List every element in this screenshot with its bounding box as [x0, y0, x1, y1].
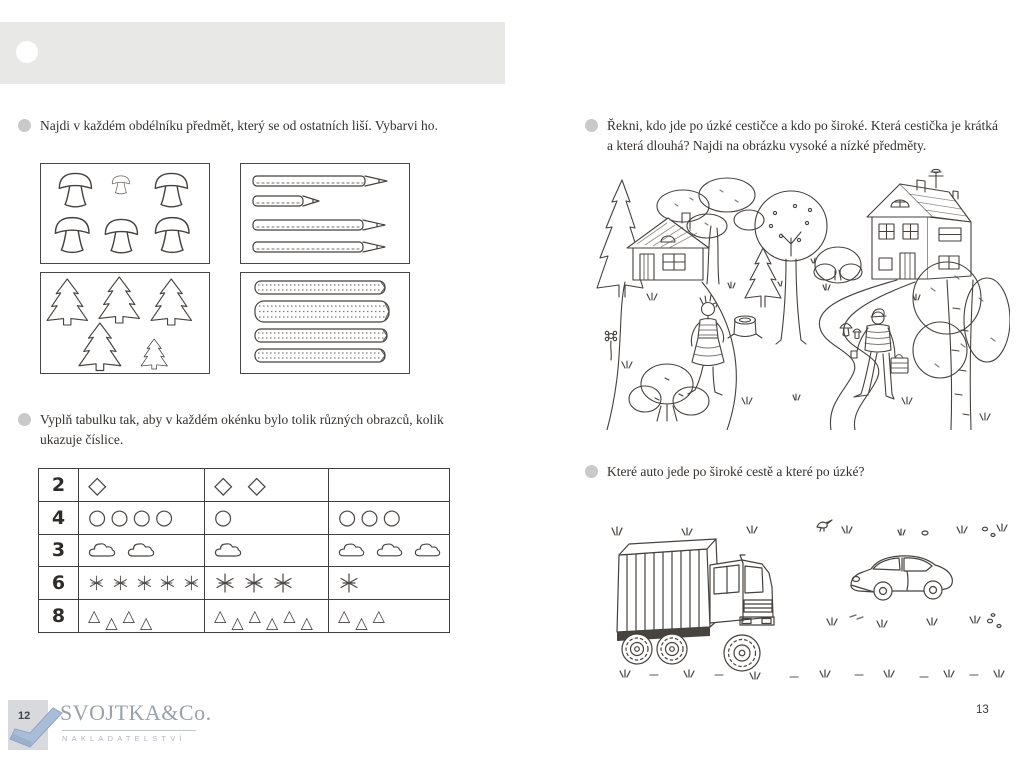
- circle-cell: [78, 502, 204, 534]
- task-bullet-icon: [585, 465, 598, 478]
- task-bullet-icon: [18, 413, 31, 426]
- count-digit: 4: [51, 506, 66, 529]
- triangle-shape: △: [214, 606, 227, 626]
- triangle-cell: [78, 600, 204, 632]
- table-row: [39, 534, 449, 567]
- cloud-shape: [338, 541, 365, 559]
- star-shape: [112, 572, 129, 594]
- cloud-shape: [214, 541, 242, 559]
- circle-shape: ○: [88, 505, 107, 530]
- village-drawing: [595, 168, 1010, 430]
- triangle-shape: △: [372, 606, 385, 626]
- mushrooms-box: [40, 163, 210, 264]
- task-fill-table-text: Vyplň tabulku tak, aby v každém okénku bylo tolik různých obrazců, kolik ukazuje číslice.: [40, 412, 444, 447]
- diamond-cell: [78, 469, 204, 501]
- triangle-shape: △: [122, 606, 135, 626]
- circle-shape: ○: [214, 505, 233, 530]
- star-cell: [204, 567, 328, 599]
- star-shape: [243, 572, 265, 594]
- diamond-shape: ◇: [88, 470, 107, 499]
- vehicles-scene: [595, 505, 1015, 685]
- star-shape: [338, 572, 360, 594]
- triangle-shape: △: [105, 613, 118, 633]
- task-find-different-text: Najdi v každém obdélníku předmět, který se od ostatních liší. Vybarvi ho.: [40, 118, 438, 133]
- task-cars: [585, 462, 1005, 482]
- table-row: [39, 501, 449, 534]
- vehicles-drawing: [595, 505, 1015, 685]
- mushrooms-drawing: [41, 164, 209, 263]
- star-shape: [136, 572, 153, 594]
- triangle-shape: △: [139, 613, 153, 633]
- cloud-shape: [88, 541, 116, 559]
- trees-drawing: [41, 273, 209, 373]
- task-bullet-icon: [585, 119, 598, 132]
- count-digit: 3: [51, 539, 66, 562]
- pencils-box: [240, 163, 410, 264]
- diamond-cell: [328, 469, 449, 501]
- diamond-shape: ◇: [247, 470, 266, 499]
- triangle-cell: [328, 600, 449, 632]
- triangle-shape: △: [338, 606, 351, 626]
- task-paths: [585, 116, 1005, 156]
- circle-cell: [204, 502, 328, 534]
- triangle-shape: △: [355, 613, 368, 633]
- task-cars-text: Které auto jede po široké cestě a které po úzké?: [607, 464, 865, 479]
- page-number-left: 12: [18, 710, 31, 722]
- sticks-box: [240, 272, 410, 374]
- pencils-drawing: [241, 164, 409, 263]
- cloud-cell: [204, 535, 328, 567]
- count-digit: 8: [51, 605, 66, 628]
- triangle-shape: △: [283, 606, 296, 626]
- star-shape: [88, 572, 105, 594]
- triangle-shape: △: [88, 606, 101, 626]
- table-row: [39, 566, 449, 599]
- star-shape: [159, 572, 176, 594]
- publisher-wordmark: SVOJTKA&Co.: [60, 700, 212, 725]
- diamond-cell: [204, 469, 328, 501]
- star-shape: [214, 572, 236, 594]
- circle-shape: ○: [110, 505, 129, 530]
- circle-shape: ○: [382, 505, 401, 530]
- circle-shape: ○: [338, 505, 357, 530]
- star-shape: [183, 572, 200, 594]
- cloud-cell: [328, 535, 449, 567]
- triangle-shape: △: [231, 613, 244, 633]
- triangle-shape: △: [248, 606, 261, 626]
- shapes-table: [38, 468, 450, 633]
- page-number-right: 13: [976, 704, 989, 716]
- trees-box: [40, 272, 210, 374]
- triangle-shape: △: [265, 613, 279, 633]
- star-cell: [328, 567, 449, 599]
- circle-shape: ○: [132, 505, 151, 530]
- header-circle-icon: [16, 41, 38, 63]
- sticks-drawing: [241, 273, 409, 373]
- circle-shape: ○: [154, 505, 174, 530]
- publisher-logo-icon: [2, 701, 66, 755]
- task-fill-table: [18, 410, 470, 450]
- diamond-shape: ◇: [214, 470, 233, 499]
- task-paths-text: Řekni, kdo jde po úzké cestičce a kdo po široké. Která cestička je krátká a která dlouhá? Najdi na obrázku vysoké a nízké předměty.: [607, 118, 998, 153]
- publisher-subtitle: NAKLADATELSTVÍ: [62, 730, 196, 743]
- task-find-different: [18, 116, 484, 136]
- triangle-cell: [204, 600, 328, 632]
- cloud-shape: [127, 541, 155, 559]
- circle-cell: [328, 502, 449, 534]
- cloud-shape: [414, 541, 441, 559]
- count-digit: 6: [51, 572, 66, 595]
- table-row: [39, 469, 449, 501]
- cloud-shape: [376, 541, 403, 559]
- triangle-shape: △: [300, 613, 313, 633]
- star-cell: [78, 567, 204, 599]
- cloud-cell: [78, 535, 204, 567]
- star-shape: [272, 572, 294, 594]
- table-row: [39, 599, 449, 632]
- village-scene: [595, 168, 1010, 430]
- count-digit: 2: [51, 473, 66, 496]
- circle-shape: ○: [360, 505, 379, 530]
- task-bullet-icon: [18, 119, 31, 132]
- page-header-band: [0, 22, 505, 84]
